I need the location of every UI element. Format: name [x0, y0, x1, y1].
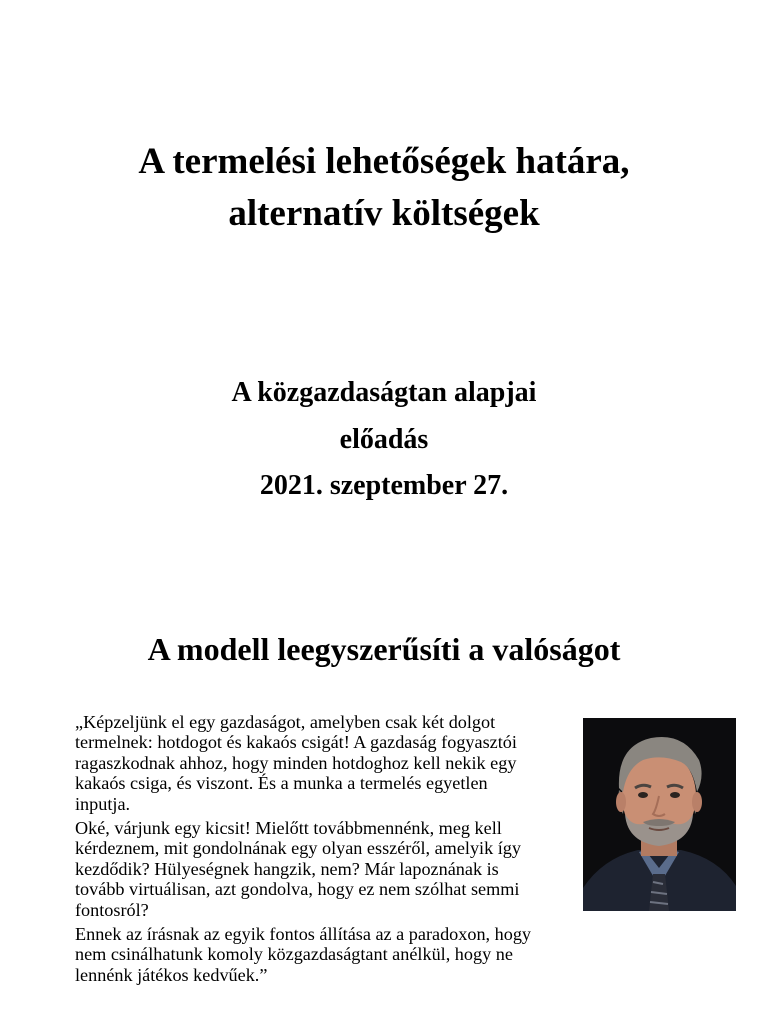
page-title-line-1: A termelési lehetőségek határa, [138, 141, 630, 182]
lecture-date: 2021. szeptember 27. [259, 470, 509, 501]
quote-paragraph: Ennek az írásnak az egyik fontos állítása az a paradoxon, hogy nem csinálhatunk komoly közgazdaságtant anélkül, hogy ne lennénk játékos kedvűek.” [75, 924, 532, 985]
quote-paragraph: Oké, várjunk egy kicsit! Mielőtt továbbmennénk, meg kell kérdeznem, mit gondolnának egy olyan esszéről, amelyik így kezdődik? Hülyeségnek hangzik, nem? Már lapoznának is tovább virtuálisan, azt gondolva, hogy ez nem szólhat semmi fontosról? [75, 818, 521, 920]
section-heading: A modell leegyszerűsíti a valóságot [147, 631, 621, 667]
course-name: A közgazdaságtan alapjai [231, 377, 537, 408]
quote-block [75, 712, 535, 989]
portrait-photo [583, 718, 736, 911]
quote-paragraph: „Képzeljünk el egy gazdaságot, amelyben csak két dolgot termelnek: hotdogot és kakaós csigát! A gazdaság fogyasztói ragaszkodnak ahhoz, hogy minden hotdoghoz kell nekik egy kakaós csiga, és viszont. És a munka a termelés egyetlen inputja. [75, 712, 517, 814]
lecture-type: előadás [339, 424, 429, 455]
page-title-line-2: alternatív költségek [228, 193, 540, 234]
